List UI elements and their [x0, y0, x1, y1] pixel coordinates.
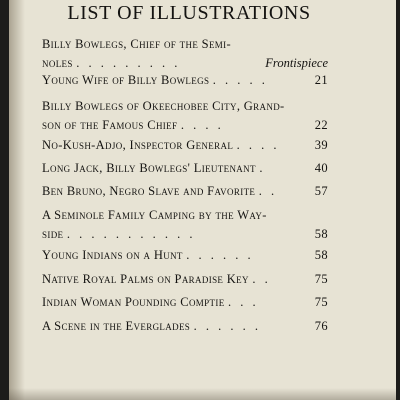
- leader-dots: . . . . . . . . .: [76, 56, 181, 70]
- illustration-entry: [42, 35, 328, 73]
- entry-page-number: 40: [314, 161, 328, 175]
- entry-caption: Indian Woman Pounding Comptie: [42, 295, 225, 309]
- illustration-entry: [42, 270, 328, 289]
- leader-dots: .: [259, 161, 266, 175]
- entry-page-number: 57: [314, 184, 328, 198]
- leader-dots: . . . . . .: [193, 319, 262, 333]
- illustration-entry: [42, 97, 328, 135]
- entry-caption: Young Wife of Billy Bowlegs: [42, 73, 210, 87]
- entry-page-number: 22: [314, 118, 328, 132]
- leader-dots: . .: [258, 184, 278, 198]
- illustration-entry: [42, 136, 328, 155]
- leader-dots: . . . .: [180, 118, 224, 132]
- entry-page-number: 75: [314, 295, 328, 309]
- leader-dots: . . . . . . . . . . .: [66, 227, 196, 241]
- spine-shadow: [9, 0, 25, 400]
- page-title: LIST OF ILLUSTRATIONS: [67, 2, 311, 24]
- entry-page-number: 58: [314, 227, 328, 241]
- illustration-entry: [42, 182, 328, 201]
- page-edge-shadow: [9, 388, 396, 400]
- entry-page-number: Frontispiece: [265, 56, 328, 70]
- entry-page-number: 39: [314, 138, 328, 152]
- leader-dots: . . . . .: [212, 73, 268, 87]
- entry-caption-continued: son of the Famous Chief: [42, 118, 178, 132]
- entry-caption: Native Royal Palms on Paradise Key: [42, 272, 249, 286]
- entry-page-number: 76: [314, 319, 328, 333]
- entry-caption: Billy Bowlegs of Okeechobee City, Grand-: [42, 99, 285, 113]
- entry-caption-continued: noles: [42, 56, 73, 70]
- illustration-entry: [42, 71, 328, 90]
- illustration-entry: [42, 246, 328, 265]
- illustration-entry: [42, 293, 328, 312]
- leader-dots: . .: [252, 272, 271, 286]
- entry-caption: Young Indians on a Hunt: [42, 248, 183, 262]
- leader-dots: . . . .: [236, 138, 280, 152]
- leader-dots: . . .: [228, 295, 259, 309]
- entry-page-number: 21: [314, 73, 328, 87]
- book-page: [9, 0, 396, 400]
- illustration-entry: [42, 159, 328, 178]
- entry-caption-continued: side: [42, 227, 64, 241]
- entry-caption: A Scene in the Everglades: [42, 319, 191, 333]
- entry-caption: A Seminole Family Camping by the Way-: [42, 208, 267, 222]
- illustration-entry: [42, 206, 328, 244]
- entry-page-number: 75: [314, 272, 328, 286]
- entry-caption: Ben Bruno, Negro Slave and Favorite: [42, 184, 256, 198]
- entry-caption: No-Kush-Adjo, Inspector General: [42, 138, 234, 152]
- illustration-entry: [42, 317, 328, 336]
- leader-dots: . . . . . .: [186, 248, 254, 262]
- entry-caption: Billy Bowlegs, Chief of the Semi-: [42, 37, 232, 51]
- entry-caption: Long Jack, Billy Bowlegs' Lieutenant: [42, 161, 256, 175]
- entry-page-number: 58: [314, 248, 328, 262]
